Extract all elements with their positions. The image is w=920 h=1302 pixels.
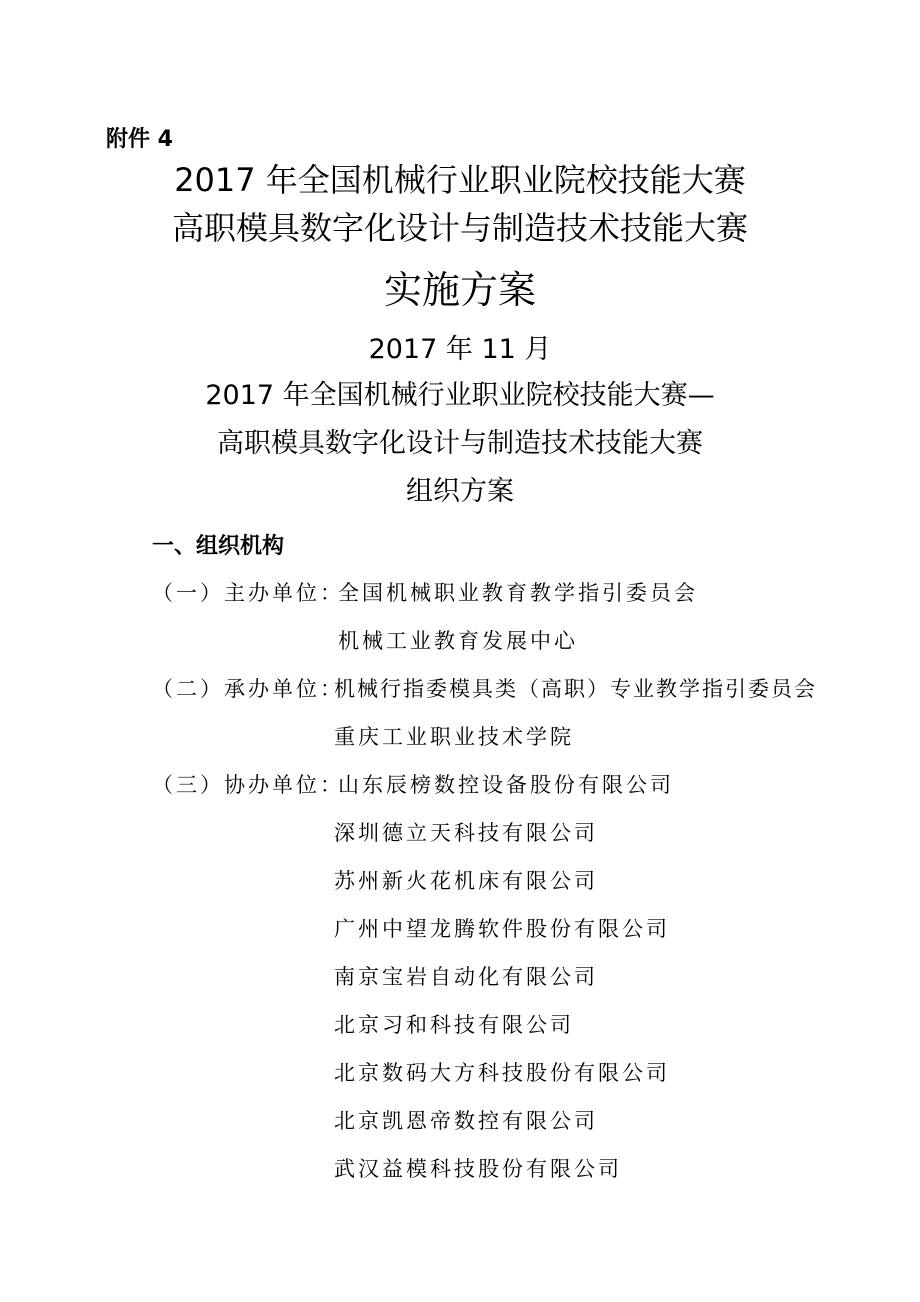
co-organizer-item: 武汉益模科技股份有限公司 xyxy=(334,1157,622,1181)
section-heading-organization: 一、组织机构 xyxy=(152,534,285,559)
co-organizer-item: 深圳德立天科技有限公司 xyxy=(334,821,598,845)
co-organizer-item: 北京凯恩帝数控有限公司 xyxy=(334,1109,598,1133)
title-line-3: 实施方案 xyxy=(383,268,536,312)
co-organizer-item: 南京宝岩自动化有限公司 xyxy=(334,965,598,989)
co-organizer-item: 北京习和科技有限公司 xyxy=(334,1013,574,1037)
host-item: 机械行指委模具类（高职）专业教学指引委员会 xyxy=(334,677,817,701)
co-organizer-item: 山东辰榜数控设备股份有限公司 xyxy=(338,773,674,797)
host-item: 重庆工业职业技术学院 xyxy=(334,725,574,749)
hosts-label: （二）承办单位： xyxy=(152,677,344,701)
organizer-item: 机械工业教育发展中心 xyxy=(338,629,578,653)
co-organizers-label: （三）协办单位： xyxy=(152,773,344,797)
organizers-label: （一）主办单位： xyxy=(152,581,344,605)
subtitle-line-1: 2017 年全国机械行业职业院校技能大赛— xyxy=(205,380,715,411)
organizer-item: 全国机械职业教育教学指引委员会 xyxy=(338,581,698,605)
co-organizer-item: 北京数码大方科技股份有限公司 xyxy=(334,1061,670,1085)
subtitle-line-3: 组织方案 xyxy=(406,476,514,507)
attachment-label: 附件 4 xyxy=(106,127,173,152)
document-date: 2017 年 11 月 xyxy=(368,334,552,365)
title-line-1: 2017 年全国机械行业职业院校技能大赛 xyxy=(174,161,746,199)
co-organizer-item: 苏州新火花机床有限公司 xyxy=(334,869,598,893)
title-line-2: 高职模具数字化设计与制造技术技能大赛 xyxy=(171,209,748,247)
co-organizer-item: 广州中望龙腾软件股份有限公司 xyxy=(334,917,670,941)
subtitle-line-2: 高职模具数字化设计与制造技术技能大赛 xyxy=(217,428,703,459)
